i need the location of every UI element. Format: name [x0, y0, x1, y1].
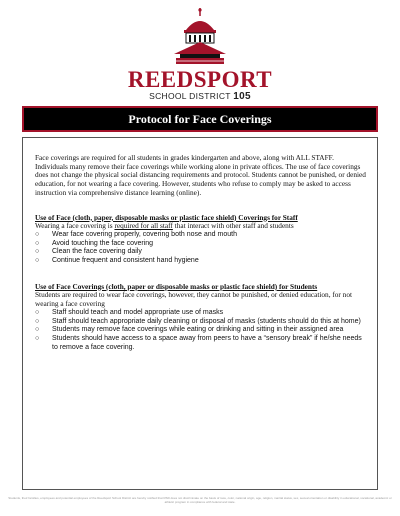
title-banner: [22, 106, 378, 132]
students-section-title: Use of Face Coverings (cloth, paper or disposable masks or plastic face shield) for Students: [35, 281, 318, 291]
list-item-text: Staff should teach appropriate daily cleaning or disposal of masks (students should do this at home): [52, 317, 361, 325]
content-box: [22, 137, 378, 490]
nondiscrimination-footer: Students, their families, employees and potential employees of the Reedsport School District are hereby notified that RSD does not discriminate on the basis of race, color, national origin, age, religion, marital status, sex, sexual orientation or disability in educational, vocational, academic or athletic program in compliance with federal and state.: [8, 496, 392, 504]
bullet-circle-icon: ○: [35, 248, 40, 256]
staff-section-lead: [35, 222, 367, 231]
list-item-text: Wear face covering properly, covering both nose and mouth: [52, 230, 237, 238]
staff-lead-after: that interact with other staff and students: [172, 221, 294, 231]
list-item: [35, 309, 367, 318]
list-item: [35, 257, 367, 266]
list-item: [35, 335, 367, 352]
bullet-circle-icon: ○: [35, 230, 40, 238]
list-item: [35, 231, 367, 240]
list-item: [35, 248, 367, 257]
list-item: [35, 240, 367, 249]
bullet-circle-icon: ○: [35, 326, 40, 334]
bullet-circle-icon: ○: [35, 334, 40, 342]
list-item-text: Students should have access to a space away from peers to have a “sensory break” if he/she needs to remove a face covering.: [52, 334, 362, 351]
bullet-circle-icon: ○: [35, 308, 40, 316]
list-item-text: Avoid touching the face covering: [52, 239, 154, 247]
list-item: [35, 326, 367, 335]
intro-paragraph: Face coverings are required for all students in grades kindergarten and above, along with ALL STAFF. Individuals many remove their face coverings while working alone in private offices. The use of face coverings does not change the physical social distancing requirements and protocol. Students cannot be punished, or denied education, for not wearing a face covering. However, students who refuse to comply may be asked to access instruction via comprehensive distance learning (online).: [35, 153, 366, 197]
district-number: 105: [233, 91, 251, 102]
list-item-text: Clean the face covering daily: [52, 248, 142, 256]
district-subtitle: [0, 91, 400, 102]
bullet-circle-icon: ○: [35, 239, 40, 247]
page-title: Protocol for Face Coverings: [24, 108, 376, 130]
staff-section-title: Use of Face (cloth, paper, disposable masks or plastic face shield) Coverings for Staff: [35, 212, 298, 222]
bullet-circle-icon: ○: [35, 257, 40, 265]
list-item: [35, 318, 367, 327]
list-item-text: Students may remove face coverings while eating or drinking and sitting in their assigned area: [52, 326, 344, 334]
bullet-circle-icon: ○: [35, 317, 40, 325]
staff-lead-before: Wearing a face covering is: [35, 221, 115, 231]
students-list: [35, 309, 367, 353]
schoolhouse-cupola-icon: [168, 8, 232, 68]
district-logo: [0, 8, 400, 68]
district-subtitle-text: SCHOOL DISTRICT: [149, 91, 231, 101]
students-section-lead: Students are required to wear face coverings, however, they cannot be punished, or denied education, for not wearing a face covering: [35, 290, 353, 309]
list-item-text: Continue frequent and consistent hand hygiene: [52, 257, 199, 265]
district-name: REEDSPORT: [127, 67, 273, 92]
staff-list: [35, 231, 367, 266]
staff-lead-emphasis: required for all staff: [114, 221, 173, 231]
list-item-text: Staff should teach and model appropriate use of masks: [52, 308, 224, 316]
